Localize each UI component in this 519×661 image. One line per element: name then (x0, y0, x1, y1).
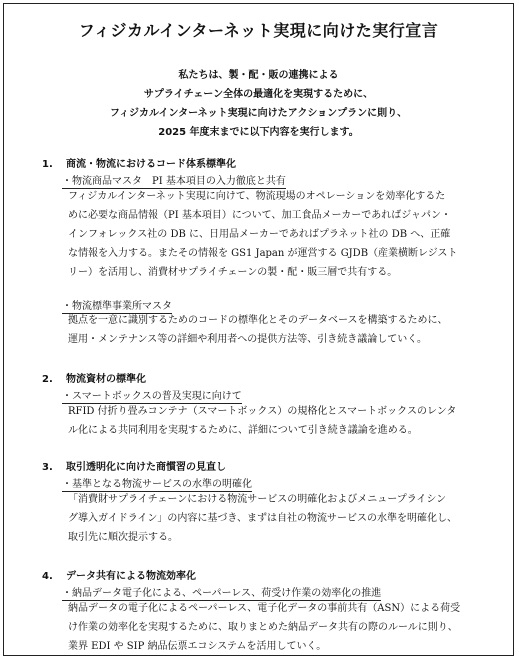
subheading-text: ・物流商品マスタ PI 基本項目の入力徹底と共有 (62, 176, 286, 187)
intro-line: フィジカルインターネット実現に向けたアクションプランに則り、 (109, 108, 408, 119)
body-line: RFID 付折り畳みコンテナ（スマートボックス）の規格化とスマートボックスのレンタ (68, 406, 457, 417)
section-heading (42, 155, 236, 170)
section-body (68, 187, 478, 282)
body-line: な情報を入力する。またその情報を GS1 Japan が運営する GJDB（産業横断レジスト (68, 248, 458, 259)
subheading-text: ・基準となる物流サービスの水準の明確化 (62, 479, 252, 490)
body-line: フィジカルインターネット実現に向けて、物流現場のオペレーションを効率化するた (68, 191, 446, 202)
section-number: 3. (42, 462, 53, 473)
intro-statement (4, 66, 513, 142)
document-title: フィジカルインターネット実現に向けた実行宣言 (78, 21, 439, 40)
section-number: 2. (42, 374, 53, 385)
subheading-text: ・スマートボックスの普及実現に向けて (62, 391, 242, 402)
section-body (68, 311, 478, 349)
section-body (68, 599, 478, 656)
section-title: 物流資材の標準化 (66, 374, 146, 385)
body-line: 納品データの電子化によるペーパーレス、電子化データの事前共有（ASN）による荷受 (68, 603, 461, 614)
subheading (62, 297, 172, 312)
body-line: 業界 EDI や SIP 納品伝票エコシステムを活用していく。 (68, 641, 327, 652)
section-title: データ共有による物流効率化 (66, 571, 196, 582)
subheading (62, 172, 286, 187)
section-title: 取引透明化に向けた商慣習の見直し (66, 462, 226, 473)
section-title: 商流・物流におけるコード体系標準化 (66, 159, 236, 170)
section-heading (42, 458, 226, 473)
intro-line: 私たちは、製・配・販の連携による (178, 70, 339, 81)
subheading (62, 387, 242, 402)
intro-line: サプライチェーン全体の最適化を実現するために、 (143, 89, 374, 100)
intro-line: 2025 年度末までに以下内容を実行します。 (158, 127, 359, 138)
section-body (68, 490, 478, 547)
body-line: け作業の効率化を実現するために、取りまとめた納品データ共有の際のルールに則り、 (68, 622, 458, 633)
section-heading (42, 567, 196, 582)
body-line: 「消費財サプライチェーンにおける物流サービスの明確化およびメニュープライシン (68, 494, 447, 505)
section-number: 1. (42, 159, 53, 170)
body-line: ル化による共同利用を実現するために、詳細について引き続き議論を進める。 (68, 425, 418, 436)
body-line: リー）を活用し、消費材サプライチェーンの製・配・販三層で共有する。 (68, 267, 398, 278)
body-line: 拠点を一意に識別するためのコードの標準化とそのデータベースを構築するために、 (68, 315, 448, 326)
document-page (3, 3, 514, 656)
body-line: 運用・メンテナンス等の詳細や利用者への提供方法等、引き続き議論していく。 (68, 334, 427, 345)
subheading-text: ・納品データ電子化による、ペーパーレス、荷受け作業の効率化の推進 (62, 588, 382, 599)
subheading (62, 475, 252, 490)
subheading-text: ・物流標準事業所マスタ (62, 301, 172, 312)
body-line: めに必要な商品情報（PI 基本項目）について、加工食品メーカーであればジャパン・ (68, 210, 452, 221)
body-line: グ導入ガイドライン」の内容に基づき、まずは自社の物流サービスの水準を明確化し、 (68, 513, 457, 524)
subheading (62, 584, 381, 599)
body-line: インフォレックス社の DB に、日用品メーカーであればプラネット社の DB へ、正確 (68, 229, 451, 240)
section-body (68, 402, 478, 440)
section-heading (42, 370, 146, 385)
body-line: 取引先に順次提示する。 (68, 532, 178, 543)
section-number: 4. (42, 571, 53, 582)
